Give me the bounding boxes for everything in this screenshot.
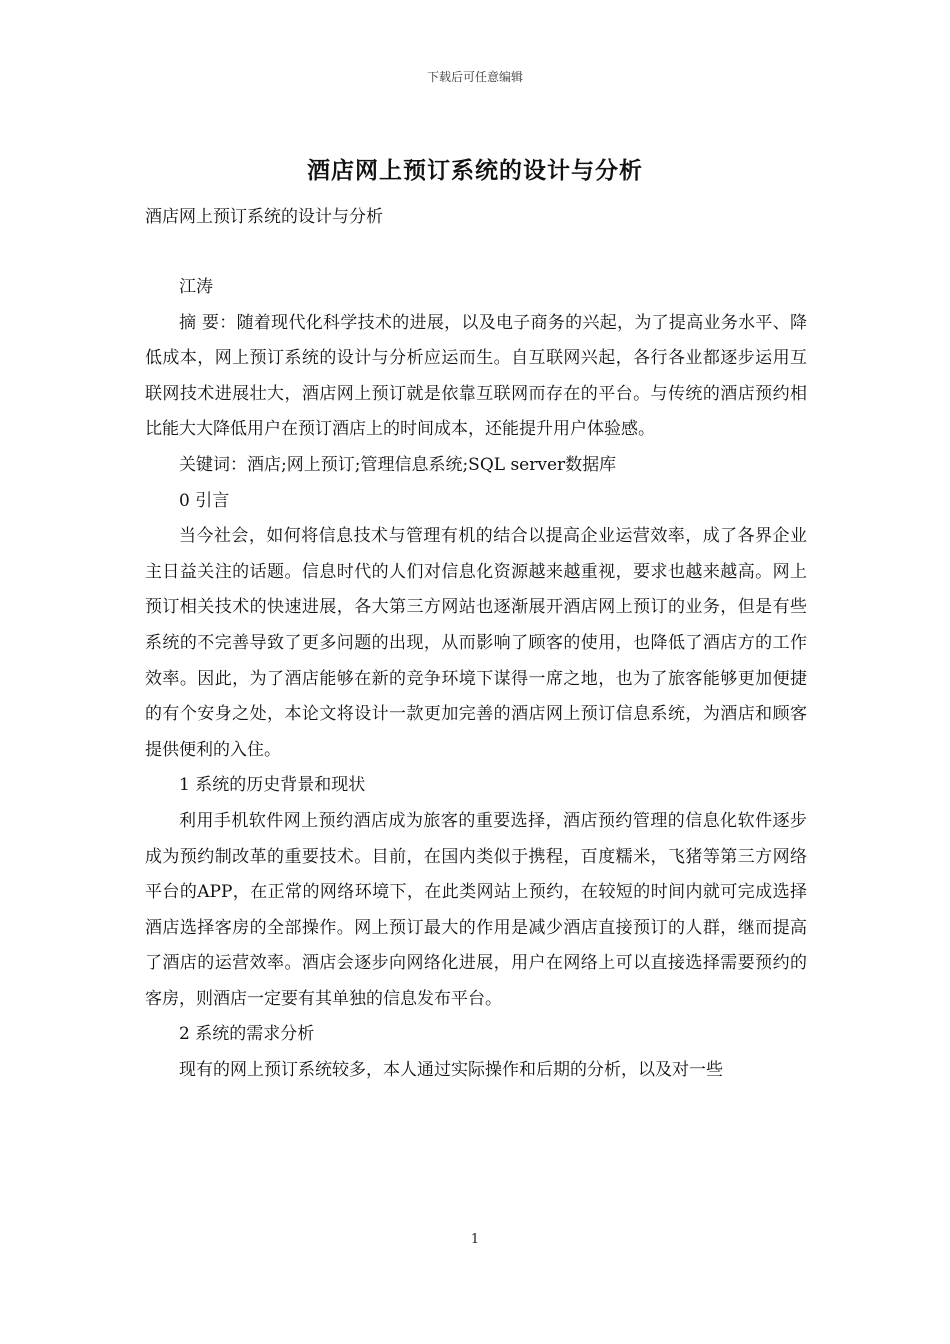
section-2-paragraph: 现有的网上预订系统较多，本人通过实际操作和后期的分析，以及对一些: [179, 1060, 723, 1081]
section-1-heading: 1 系统的历史背景和现状: [179, 775, 366, 796]
document-title: 酒店网上预订系统的设计与分析: [307, 157, 643, 184]
abstract-paragraph: 摘 要：随着现代化科学技术的进展，以及电子商务的兴起，为了提高业务水平、降低成本，网上预订系统的设计与分析应运而生。自互联网兴起，各行各业都逐步运用互联网技术进展壮大，酒店网上预订就是依靠互联网而存在的平台。与传统的酒店预约相比能大大降低用户在预订酒店上的时间成本，还能提升用户体验感。: [145, 312, 807, 440]
author-name: 江涛: [179, 277, 213, 297]
section-1-paragraph: 利用手机软件网上预约酒店成为旅客的重要选择，酒店预约管理的信息化软件逐步成为预约制改革的重要技术。目前，在国内类似于携程，百度糯米，飞猪等第三方网络平台的APP，在正常的网络环境下，在此类网站上预约，在较短的时间内就可完成选择酒店选择客房的全部操作。网上预订最大的作用是减少酒店直接预订的人群，继而提高了酒店的运营效率。酒店会逐步向网络化进展，用户在网络上可以直接选择需要预约的客房，则酒店一定要有其单独的信息发布平台。: [145, 810, 807, 1009]
document-subtitle: 酒店网上预订系统的设计与分析: [145, 207, 383, 227]
document-body: [145, 270, 807, 1089]
section-0-heading: 0 引言: [179, 490, 230, 511]
section-2-heading: 2 系统的需求分析: [179, 1024, 315, 1045]
keywords-line: 关键词：酒店;网上预订;管理信息系统;SQL server数据库: [179, 454, 617, 475]
section-0-paragraph: 当今社会，如何将信息技术与管理有机的结合以提高企业运营效率，成了各界企业主日益关注的话题。信息时代的人们对信息化资源越来越重视，要求也越来越高。网上预订相关技术的快速进展，各大第三方网站也逐渐展开酒店网上预订的业务，但是有些系统的不完善导致了更多问题的出现，从而影响了顾客的使用，也降低了酒店方的工作效率。因此，为了酒店能够在新的竞争环境下谋得一席之地，也为了旅客能够更加便捷的有个安身之处，本论文将设计一款更加完善的酒店网上预订信息系统，为酒店和顾客提供便利的入住。: [145, 526, 807, 760]
page-header-note: 下载后可任意编辑: [426, 70, 523, 84]
page-number: 1: [470, 1232, 480, 1247]
